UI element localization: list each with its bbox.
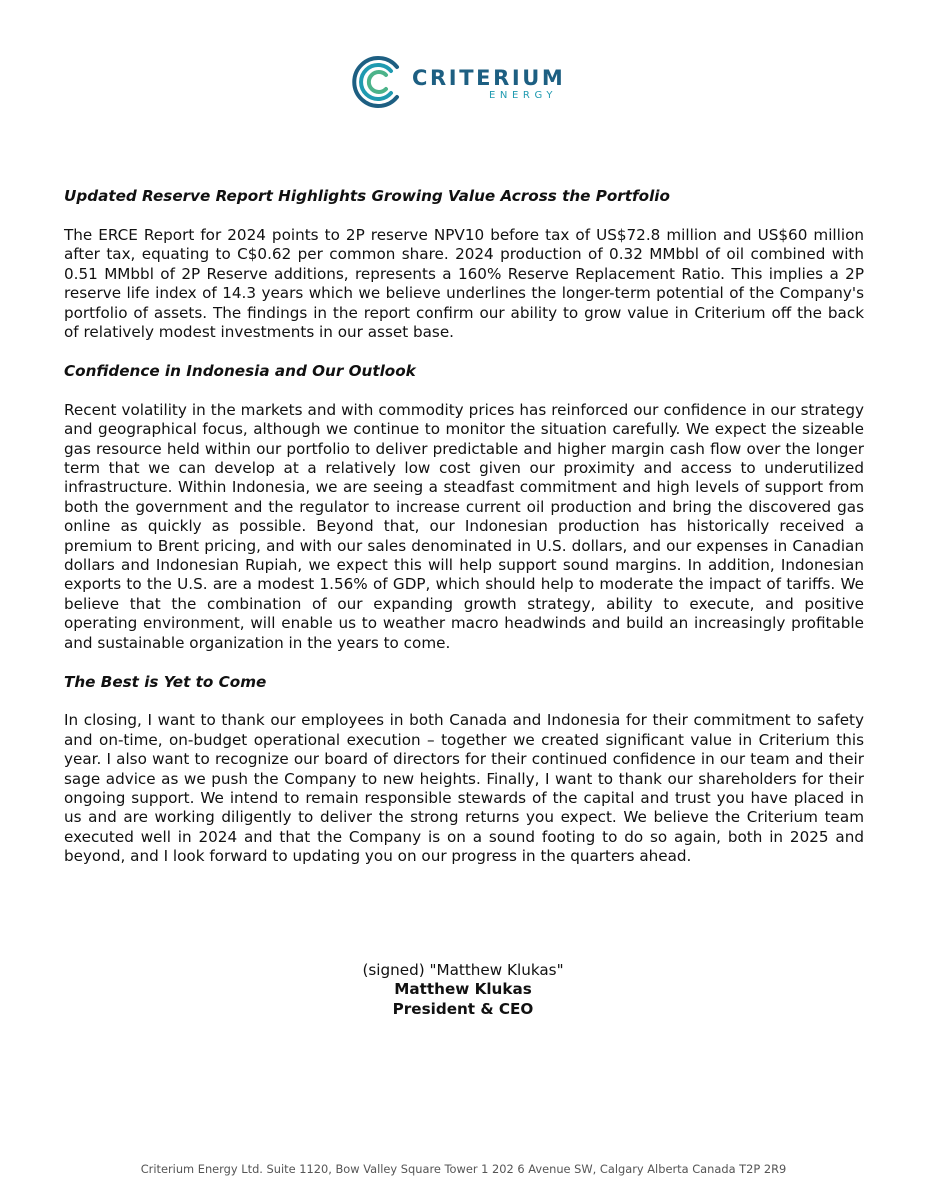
- section-heading-indonesia-outlook: Confidence in Indonesia and Our Outlook: [64, 361, 416, 380]
- footer-address: Criterium Energy Ltd. Suite 1120, Bow Valley Square Tower 1 202 6 Avenue SW, Calgary Alberta Canada T2P 2R9: [140, 1162, 787, 1176]
- company-logo: [351, 54, 581, 110]
- section-paragraph-indonesia-outlook: Recent volatility in the markets and with commodity prices has reinforced our confidence in our strategy and geographical focus, although we continue to monitor the situation carefully. We expect the sizeable gas resource held within our portfolio to deliver predictable and higher margin cash flow over the longer term that we can develop at a relatively low cost given our proximity and access to underutilized infrastructure. Within Indonesia, we are seeing a steadfast commitment and high levels of support from both the government and the regulator to increase current oil production and bring the discovered gas online as quickly as possible. Beyond that, our Indonesian production has historically received a premium to Brent pricing, and with our sales denominated in U.S. dollars, and our expenses in Canadian dollars and Indonesian Rupiah, we expect this will help support sound margins. In addition, Indonesian exports to the U.S. are a modest 1.56% of GDP, which should help to moderate the impact of tariffs. We believe that the combination of our expanding growth strategy, ability to execute, and positive operating environment, will enable us to weather macro headwinds and build an increasingly profitable and sustainable organization in the years to come.: [64, 400, 864, 652]
- signatory-title: President & CEO: [392, 999, 534, 1018]
- section-paragraph-best-yet: In closing, I want to thank our employees in both Canada and Indonesia for their commitment to safety and on-time, on-budget operational execution – together we created significant value in Criterium this year. I also want to recognize our board of directors for their continued confidence in our team and their sage advice as we push the Company to new heights. Finally, I want to thank our shareholders for their ongoing support. We intend to remain responsible stewards of the capital and trust you have placed in us and are working diligently to deliver the strong returns you expect. We believe the Criterium team executed well in 2024 and that the Company is on a sound footing to do so again, both in 2025 and beyond, and I look forward to updating you on our progress in the quarters ahead.: [64, 711, 864, 866]
- criterium-c-icon: [351, 54, 407, 110]
- signatory-name: Matthew Klukas: [394, 980, 532, 999]
- logo-wordmark: CRITERIUM: [412, 66, 566, 90]
- logo-subtitle: ENERGY: [489, 90, 558, 101]
- section-heading-best-yet: The Best is Yet to Come: [64, 672, 267, 691]
- signed-line: (signed) "Matthew Klukas": [362, 961, 564, 979]
- section-paragraph-reserve-report: The ERCE Report for 2024 points to 2P reserve NPV10 before tax of US$72.8 million and US$60 million after tax, equating to C$0.62 per common share. 2024 production of 0.32 MMbbl of oil combined with 0.51 MMbbl of 2P Reserve additions, represents a 160% Reserve Replacement Ratio. This implies a 2P reserve life index of 14.3 years which we believe underlines the longer-term potential of the Company's portfolio of assets. The findings in the report confirm our ability to grow value in Criterium off the back of relatively modest investments in our asset base.: [64, 225, 864, 341]
- section-heading-reserve-report: Updated Reserve Report Highlights Growing Value Across the Portfolio: [64, 187, 670, 205]
- signature-block: [300, 961, 626, 1019]
- letter-body: [64, 187, 864, 886]
